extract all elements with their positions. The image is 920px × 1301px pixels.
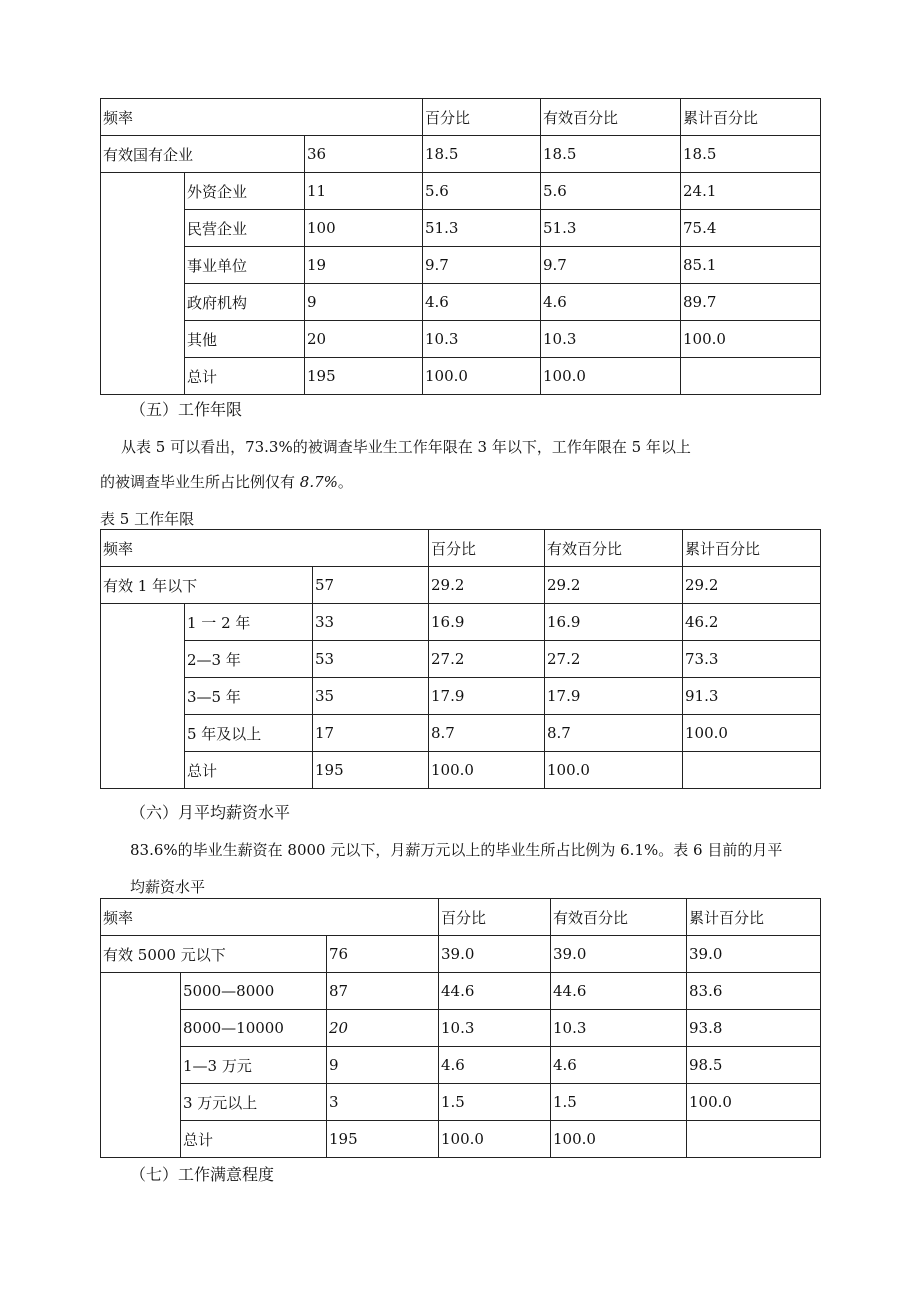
cell-cumulative-percent: 73.3 [683, 641, 821, 678]
cell-frequency: 33 [313, 604, 429, 641]
header-cumulative-percent: 累计百分比 [687, 899, 821, 936]
cell-valid-percent: 100.0 [545, 752, 683, 789]
percentage-value: 8.7% [299, 473, 338, 491]
table-row [101, 1047, 821, 1084]
cell-valid-percent: 5.6 [541, 173, 681, 210]
header-valid-percent: 有效百分比 [551, 899, 687, 936]
cell-frequency: 3 [327, 1084, 439, 1121]
cell-cumulative-percent: 91.3 [683, 678, 821, 715]
table-row [101, 210, 821, 247]
cell-cumulative-percent [683, 752, 821, 789]
cell-valid-percent: 10.3 [551, 1010, 687, 1047]
monthly-salary-table [100, 898, 821, 1158]
row-label: 8000—10000 [181, 1010, 327, 1047]
row-label: 事业单位 [185, 247, 305, 284]
table-row-total [101, 1121, 821, 1158]
row-label: 有效 1 年以下 [101, 567, 313, 604]
table-header-row [101, 99, 821, 136]
row-label: 3—5 年 [185, 678, 313, 715]
header-frequency: 频率 [101, 530, 429, 567]
cell-percent: 8.7 [429, 715, 545, 752]
cell-cumulative-percent [687, 1121, 821, 1158]
cell-valid-percent: 100.0 [541, 358, 681, 395]
cell-percent: 27.2 [429, 641, 545, 678]
cell-percent: 29.2 [429, 567, 545, 604]
table-row [101, 136, 821, 173]
row-label: 外资企业 [185, 173, 305, 210]
header-cumulative-percent: 累计百分比 [683, 530, 821, 567]
cell-valid-percent: 9.7 [541, 247, 681, 284]
cell-valid-percent: 4.6 [541, 284, 681, 321]
row-label: 民营企业 [185, 210, 305, 247]
table-row-total [101, 358, 821, 395]
valid-label: 有效 [103, 576, 134, 595]
group-blank-cell [101, 604, 185, 789]
work-unit-type-table [100, 98, 821, 395]
cell-percent: 4.6 [423, 284, 541, 321]
cell-frequency: 195 [313, 752, 429, 789]
cell-cumulative-percent: 29.2 [683, 567, 821, 604]
cell-frequency: 57 [313, 567, 429, 604]
work-years-table [100, 529, 821, 789]
cell-cumulative-percent: 83.6 [687, 973, 821, 1010]
paragraph-line: 83.6%的毕业生薪资在 8000 元以下，月薪万元以上的毕业生所占比例为 6.1%。表 6 目前的月平 [130, 841, 783, 859]
row-label: 总计 [185, 752, 313, 789]
section-heading-7: （七）工作满意程度 [130, 1165, 275, 1184]
table-row [101, 678, 821, 715]
table-row [101, 247, 821, 284]
cell-cumulative-percent: 46.2 [683, 604, 821, 641]
cell-cumulative-percent: 85.1 [681, 247, 821, 284]
cell-cumulative-percent: 93.8 [687, 1010, 821, 1047]
cell-cumulative-percent: 24.1 [681, 173, 821, 210]
cell-percent: 100.0 [439, 1121, 551, 1158]
header-frequency: 频率 [101, 99, 423, 136]
group-blank-cell [101, 973, 181, 1158]
cell-cumulative-percent [681, 358, 821, 395]
cell-valid-percent: 44.6 [551, 973, 687, 1010]
header-cumulative-percent: 累计百分比 [681, 99, 821, 136]
cell-percent: 5.6 [423, 173, 541, 210]
cell-cumulative-percent: 75.4 [681, 210, 821, 247]
cell-valid-percent: 4.6 [551, 1047, 687, 1084]
cell-valid-percent: 10.3 [541, 321, 681, 358]
cell-frequency: 11 [305, 173, 423, 210]
row-label: 2—3 年 [185, 641, 313, 678]
cell-valid-percent: 29.2 [545, 567, 683, 604]
row-label: 1 一 2 年 [185, 604, 313, 641]
cell-cumulative-percent: 100.0 [681, 321, 821, 358]
table-row [101, 321, 821, 358]
cell-percent: 10.3 [423, 321, 541, 358]
cell-frequency: 19 [305, 247, 423, 284]
header-frequency: 频率 [101, 899, 439, 936]
row-label: 其他 [185, 321, 305, 358]
cell-frequency: 9 [305, 284, 423, 321]
cell-percent: 4.6 [439, 1047, 551, 1084]
row-label: 有效 5000 元以下 [101, 936, 327, 973]
cell-percent: 1.5 [439, 1084, 551, 1121]
cell-percent: 10.3 [439, 1010, 551, 1047]
table-row [101, 973, 821, 1010]
table-row [101, 936, 821, 973]
cell-valid-percent: 51.3 [541, 210, 681, 247]
cell-cumulative-percent: 39.0 [687, 936, 821, 973]
cell-percent: 16.9 [429, 604, 545, 641]
table-row [101, 604, 821, 641]
section-heading-5: （五）工作年限 [130, 400, 243, 419]
paragraph-line: 的被调查毕业生所占比例仅有 8.7%。 [100, 473, 353, 491]
cell-frequency: 20 [327, 1010, 439, 1047]
row-label: 1—3 万元 [181, 1047, 327, 1084]
group-blank-cell [101, 173, 185, 395]
cell-percent: 100.0 [429, 752, 545, 789]
table-row [101, 715, 821, 752]
row-label: 政府机构 [185, 284, 305, 321]
table-row-total [101, 752, 821, 789]
cell-valid-percent: 8.7 [545, 715, 683, 752]
cell-valid-percent: 1.5 [551, 1084, 687, 1121]
cell-cumulative-percent: 18.5 [681, 136, 821, 173]
cell-valid-percent: 27.2 [545, 641, 683, 678]
cell-frequency: 9 [327, 1047, 439, 1084]
header-percent: 百分比 [429, 530, 545, 567]
cell-frequency: 53 [313, 641, 429, 678]
valid-label: 有效 [103, 945, 134, 964]
header-percent: 百分比 [423, 99, 541, 136]
cell-valid-percent: 16.9 [545, 604, 683, 641]
table-row [101, 641, 821, 678]
cell-percent: 18.5 [423, 136, 541, 173]
section-heading-6: （六）月平均薪资水平 [130, 803, 291, 822]
cell-cumulative-percent: 98.5 [687, 1047, 821, 1084]
cell-cumulative-percent: 100.0 [683, 715, 821, 752]
table-row [101, 1084, 821, 1121]
cell-frequency: 17 [313, 715, 429, 752]
table-caption: 均薪资水平 [130, 878, 206, 896]
cell-frequency: 100 [305, 210, 423, 247]
row-label: 有效国有企业 [101, 136, 305, 173]
row-label: 5 年及以上 [185, 715, 313, 752]
row-label: 总计 [185, 358, 305, 395]
cell-frequency: 195 [327, 1121, 439, 1158]
valid-label: 有效 [103, 145, 134, 164]
cell-valid-percent: 18.5 [541, 136, 681, 173]
table-header-row [101, 530, 821, 567]
table-header-row [101, 899, 821, 936]
table-row [101, 567, 821, 604]
table-row [101, 173, 821, 210]
cell-percent: 39.0 [439, 936, 551, 973]
cell-frequency: 36 [305, 136, 423, 173]
cell-frequency: 76 [327, 936, 439, 973]
cell-percent: 100.0 [423, 358, 541, 395]
cell-valid-percent: 17.9 [545, 678, 683, 715]
row-label: 总计 [181, 1121, 327, 1158]
table-row [101, 284, 821, 321]
cell-percent: 51.3 [423, 210, 541, 247]
header-valid-percent: 有效百分比 [541, 99, 681, 136]
header-percent: 百分比 [439, 899, 551, 936]
paragraph-line: 从表 5 可以看出，73.3%的被调查毕业生工作年限在 3 年以下，工作年限在 5 年以上 [121, 438, 691, 456]
cell-frequency: 20 [305, 321, 423, 358]
cell-valid-percent: 39.0 [551, 936, 687, 973]
table-caption: 表 5 工作年限 [100, 510, 195, 528]
row-label: 3 万元以上 [181, 1084, 327, 1121]
cell-valid-percent: 100.0 [551, 1121, 687, 1158]
row-label: 5000—8000 [181, 973, 327, 1010]
table-row [101, 1010, 821, 1047]
cell-cumulative-percent: 89.7 [681, 284, 821, 321]
cell-percent: 17.9 [429, 678, 545, 715]
cell-percent: 44.6 [439, 973, 551, 1010]
cell-frequency: 35 [313, 678, 429, 715]
cell-frequency: 87 [327, 973, 439, 1010]
cell-cumulative-percent: 100.0 [687, 1084, 821, 1121]
header-valid-percent: 有效百分比 [545, 530, 683, 567]
cell-frequency: 195 [305, 358, 423, 395]
cell-percent: 9.7 [423, 247, 541, 284]
